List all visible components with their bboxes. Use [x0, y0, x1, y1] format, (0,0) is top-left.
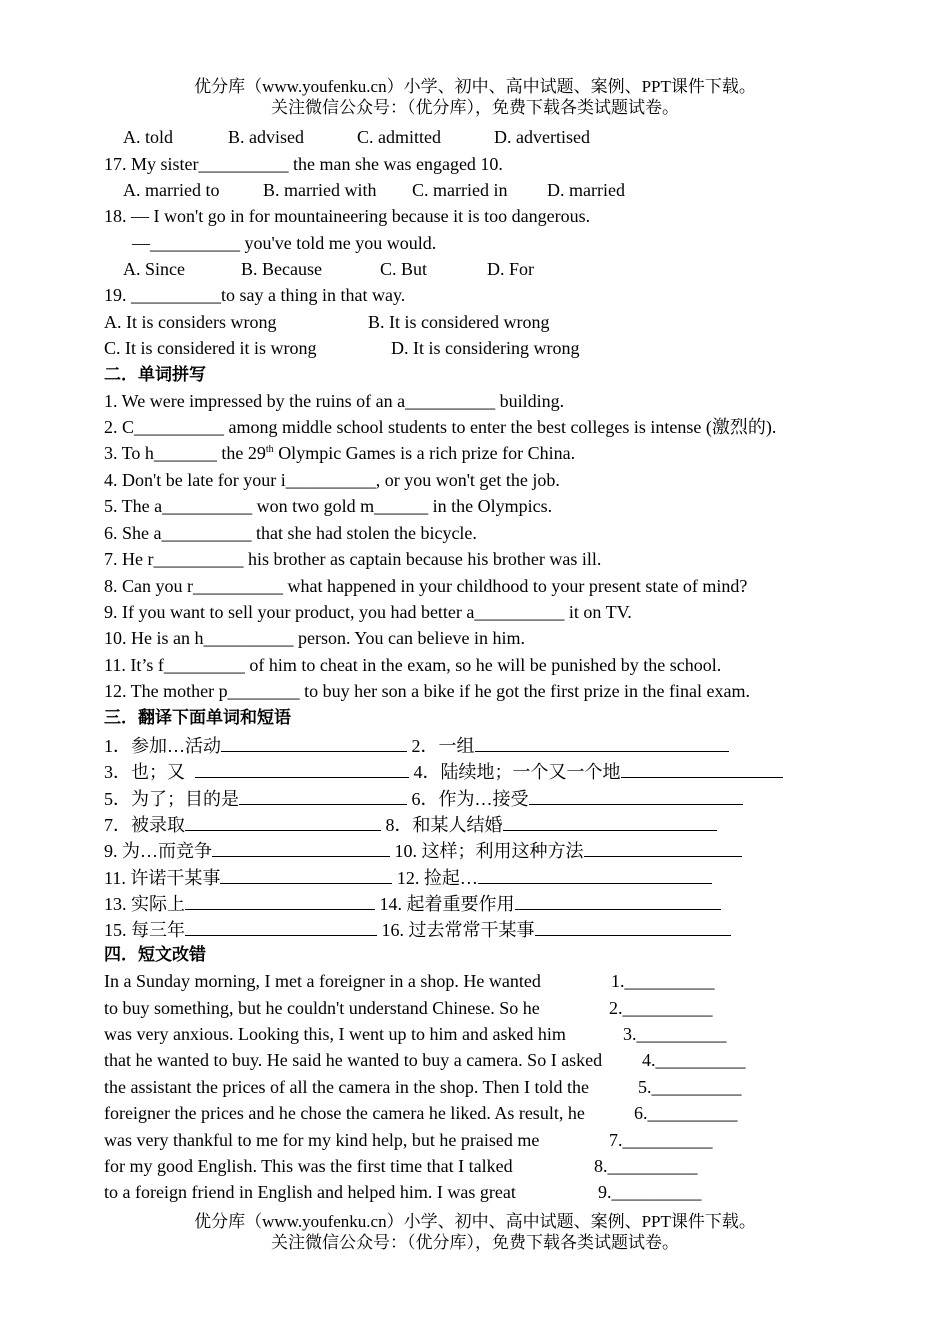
answer-line — [185, 891, 375, 910]
translation-row-3 — [104, 786, 743, 810]
answer-line — [185, 917, 377, 936]
spelling-item-5: 5. The a__________ won two gold m______ in the Olympics. — [104, 496, 553, 516]
correction-blank-9: 9.__________ — [598, 1182, 702, 1202]
ordinal-suffix: th — [265, 444, 274, 455]
translation-row-7 — [104, 891, 721, 915]
q18-stem: 18. — I won't go in for mountaineering because it is too dangerous. — [104, 206, 591, 226]
answer-line — [621, 759, 783, 778]
translation-item-2: 2．一组 — [411, 736, 475, 756]
translation-item-9: 9. 为…而竞争 — [104, 841, 212, 861]
q18-option-d: D. For — [487, 259, 535, 279]
page-header — [0, 76, 950, 118]
answer-line — [503, 812, 717, 831]
correction-blank-1: 1.__________ — [611, 971, 715, 991]
passage-line-8: for my good English. This was the first time that I talked — [104, 1156, 513, 1176]
correction-blank-5: 5.__________ — [638, 1077, 742, 1097]
answer-line — [475, 733, 729, 752]
passage-line-2: to buy something, but he couldn't understand Chinese. So he — [104, 998, 540, 1018]
passage-line-6: foreigner the prices and he chose the camera he liked. As result, he — [104, 1103, 585, 1123]
passage-line-7: was very thankful to me for my kind help, but he praised me — [104, 1130, 540, 1150]
answer-line — [515, 891, 721, 910]
translation-item-10: 10. 这样；利用这种方法 — [394, 841, 584, 861]
translation-row-8 — [104, 917, 731, 941]
passage-line-4: that he wanted to buy. He said he wanted to buy a camera. So I asked — [104, 1050, 603, 1070]
translation-item-12: 12. 捡起… — [396, 868, 478, 888]
q19-option-a: A. It is considers wrong — [104, 312, 277, 332]
answer-line — [221, 733, 407, 752]
correction-blank-4: 4.__________ — [642, 1050, 746, 1070]
translation-row-1 — [104, 733, 729, 757]
answer-line — [212, 838, 390, 857]
translation-row-6 — [104, 865, 712, 889]
translation-item-16: 16. 过去常常干某事 — [381, 920, 535, 940]
q18-option-b: B. Because — [241, 259, 322, 279]
spelling-item-8: 8. Can you r__________ what happened in your childhood to your present state of mind? — [104, 576, 748, 596]
translation-item-7: 7．被录取 — [104, 815, 185, 835]
spelling-item-3 — [104, 442, 575, 464]
q16-option-c: C. admitted — [357, 127, 441, 147]
page-footer — [0, 1211, 950, 1253]
passage-line-1: In a Sunday morning, I met a foreigner in a shop. He wanted — [104, 971, 541, 991]
q19-option-d: D. It is considering wrong — [391, 338, 580, 358]
translation-item-8: 8．和某人结婚 — [385, 815, 503, 835]
correction-blank-7: 7.__________ — [609, 1130, 713, 1150]
spelling-item-6: 6. She a__________ that she had stolen the bicycle. — [104, 523, 477, 543]
q19-option-c: C. It is considered it is wrong — [104, 338, 317, 358]
section-3-title: 三．翻译下面单词和短语 — [104, 708, 291, 728]
q16-option-d: D. advertised — [494, 127, 590, 147]
spelling-item-11: 11. It’s f_________ of him to cheat in the exam, so he will be punished by the school. — [104, 655, 722, 675]
translation-item-11: 11. 许诺干某事 — [104, 868, 221, 888]
correction-blank-8: 8.__________ — [594, 1156, 698, 1176]
correction-blank-3: 3.__________ — [623, 1024, 727, 1044]
q19-option-b: B. It is considered wrong — [368, 312, 550, 332]
spelling-item-3-part-b: Olympic Games is a rich prize for China. — [273, 443, 576, 463]
translation-item-6: 6．作为…接受 — [411, 789, 529, 809]
translation-row-4 — [104, 812, 717, 836]
answer-line — [584, 838, 742, 857]
spelling-item-1: 1. We were impressed by the ruins of an a__________ building. — [104, 391, 565, 411]
answer-line — [185, 812, 381, 831]
spelling-item-3-part-a: 3. To h_______ the 29 — [104, 443, 266, 463]
section-4-title: 四．短文改错 — [104, 945, 206, 965]
header-line-1: 优分库（www.youfenku.cn）小学、初中、高中试题、案例、PPT课件下载。 — [194, 77, 756, 96]
translation-item-1: 1．参加…活动 — [104, 736, 221, 756]
answer-line — [220, 865, 392, 884]
q17-option-b: B. married with — [263, 180, 377, 200]
passage-line-3: was very anxious. Looking this, I went up to him and asked him — [104, 1024, 566, 1044]
spelling-item-4: 4. Don't be late for your i__________, or you won't get the job. — [104, 470, 560, 490]
correction-blank-6: 6.__________ — [634, 1103, 738, 1123]
translation-item-14: 14. 起着重要作用 — [379, 894, 515, 914]
q18-stem-2: —__________ you've told me you would. — [132, 233, 437, 253]
footer-line-2: 关注微信公众号：（优分库），免费下载各类试题试卷。 — [271, 1233, 679, 1252]
q17-option-c: C. married in — [412, 180, 508, 200]
q18-option-a: A. Since — [123, 259, 185, 279]
correction-blank-2: 2.__________ — [609, 998, 713, 1018]
spelling-item-7: 7. He r__________ his brother as captain because his brother was ill. — [104, 549, 602, 569]
q17-option-a: A. married to — [123, 180, 220, 200]
answer-line — [239, 786, 407, 805]
q18-option-c: C. But — [380, 259, 428, 279]
translation-item-15: 15. 每三年 — [104, 920, 185, 940]
answer-line — [529, 786, 743, 805]
header-line-2: 关注微信公众号：（优分库），免费下载各类试题试卷。 — [271, 98, 679, 117]
spelling-item-9: 9. If you want to sell your product, you had better a__________ it on TV. — [104, 602, 632, 622]
q17-stem: 17. My sister__________ the man she was engaged 10. — [104, 154, 503, 174]
spelling-item-2: 2. C__________ among middle school students to enter the best colleges is intense (激烈的). — [104, 417, 777, 437]
answer-line — [478, 865, 712, 884]
answer-line — [535, 917, 731, 936]
q17-option-d: D. married — [547, 180, 625, 200]
footer-line-1: 优分库（www.youfenku.cn）小学、初中、高中试题、案例、PPT课件下载。 — [194, 1212, 756, 1231]
q16-option-b: B. advised — [228, 127, 304, 147]
translation-item-4: 4．陆续地；一个又一个地 — [413, 762, 621, 782]
translation-item-13: 13. 实际上 — [104, 894, 185, 914]
q16-option-a: A. told — [123, 127, 174, 147]
translation-row-2 — [104, 759, 783, 783]
spelling-item-10: 10. He is an h__________ person. You can believe in him. — [104, 628, 525, 648]
passage-line-9: to a foreign friend in English and helped him. I was great — [104, 1182, 516, 1202]
translation-row-5 — [104, 838, 742, 862]
answer-line — [195, 759, 409, 778]
spelling-item-12: 12. The mother p________ to buy her son a bike if he got the first prize in the final exam. — [104, 681, 751, 701]
passage-line-5: the assistant the prices of all the camera in the shop. Then I told the — [104, 1077, 590, 1097]
translation-item-3: 3．也；又 — [104, 762, 185, 782]
section-2-title: 二．单词拼写 — [104, 365, 206, 385]
translation-item-5: 5．为了；目的是 — [104, 789, 239, 809]
q19-stem: 19. __________to say a thing in that way. — [104, 285, 406, 305]
